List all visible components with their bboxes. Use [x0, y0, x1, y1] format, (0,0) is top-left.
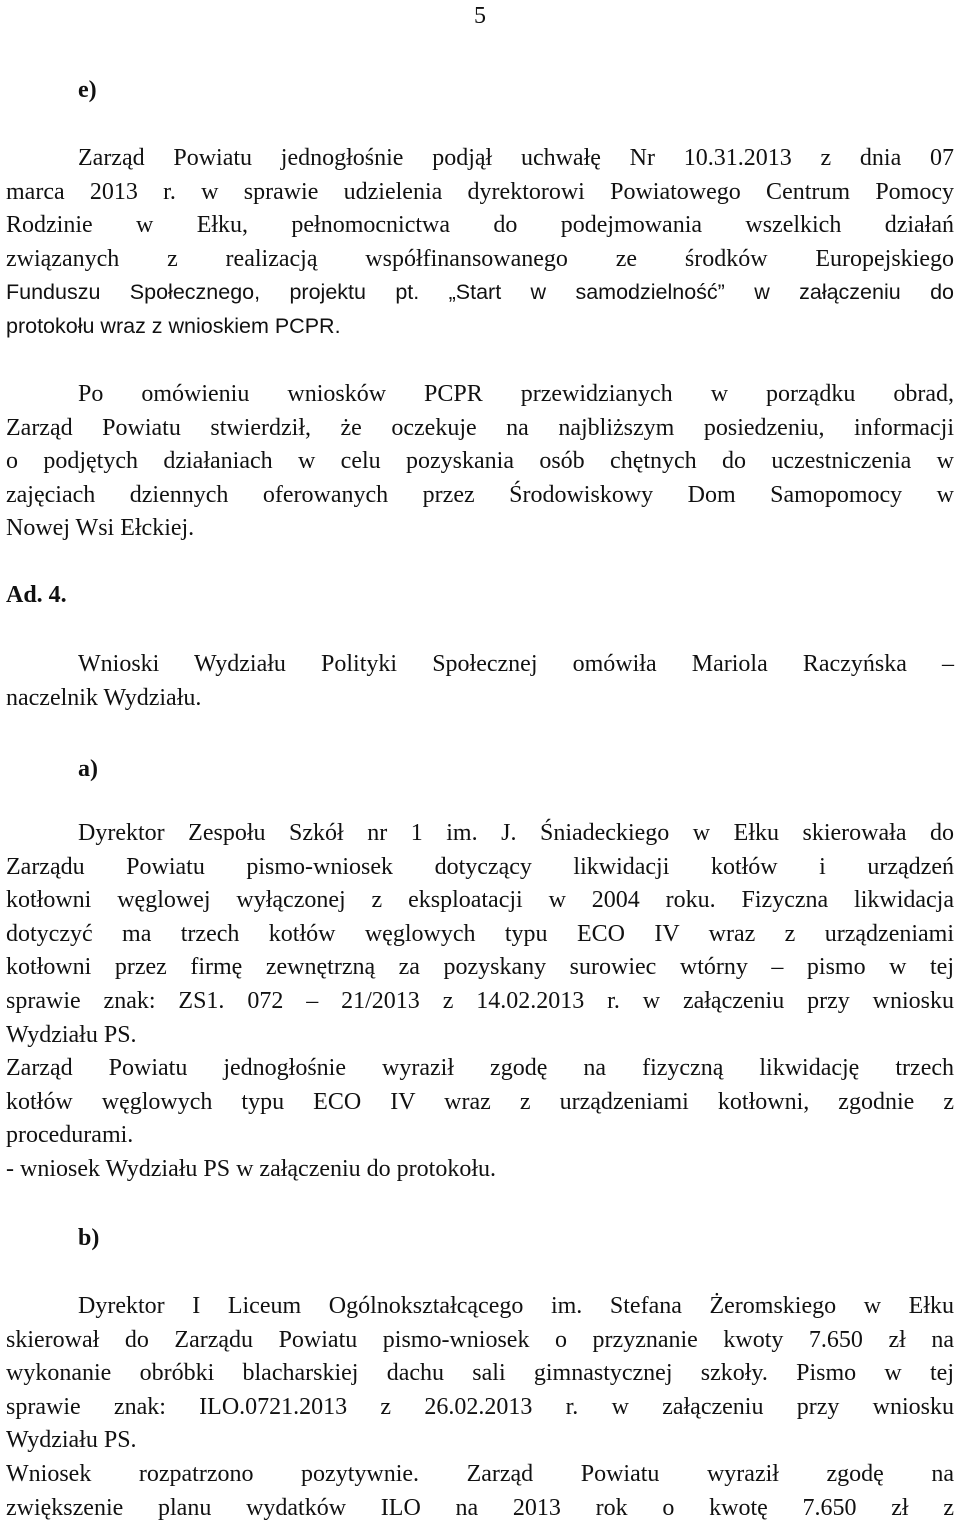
text-line: Po omówieniu wniosków PCPR przewidzianych w porządku obrad, — [78, 381, 954, 407]
text-line: Wnioski Wydziału Polityki Społecznej omówiła Mariola Raczyńska – — [78, 651, 954, 677]
paragraph-e-discussion — [6, 378, 954, 546]
text-line: sprawie znak: ZS1. 072 – 21/2013 z 14.02.2013 r. w załączeniu przy wniosku — [6, 987, 954, 1014]
paragraph-e-resolution — [6, 142, 954, 344]
page-number: 5 — [474, 3, 486, 29]
section-label-e: e) — [78, 77, 97, 103]
text-line: Nowej Wsi Ełckiej. — [6, 515, 195, 542]
text-line: o podjętych działaniach w celu pozyskania osób chętnych do uczestniczenia w — [6, 448, 954, 475]
text-line: Zarząd Powiatu jednogłośnie podjął uchwałę Nr 10.31.2013 z dnia 07 — [78, 145, 954, 171]
paragraph-ad4-intro — [6, 648, 954, 715]
text-line: sprawie znak: ILO.0721.2013 z 26.02.2013 r. w załączeniu przy wniosku — [6, 1393, 954, 1420]
paragraph-b-request — [6, 1290, 954, 1525]
text-line: Rodzinie w Ełku, pełnomocnictwa do podejmowania wszelkich działań — [6, 212, 954, 239]
text-line: Wydziału PS. — [6, 1427, 137, 1454]
section-label-a: a) — [78, 756, 98, 782]
text-line: naczelnik Wydziału. — [6, 684, 202, 711]
text-line: kotłowni przez firmę zewnętrzną za pozyskany surowiec wtórny – pismo w tej — [6, 954, 954, 981]
text-line: Wniosek rozpatrzono pozytywnie. Zarząd Powiatu wyraził zgodę na — [6, 1460, 954, 1487]
text-line: zwiększenie planu wydatków ILO na 2013 rok o kwotę 7.650 zł z — [6, 1494, 954, 1521]
text-line: Zarząd Powiatu jednogłośnie wyraził zgodę na fizyczną likwidację trzech — [6, 1055, 954, 1082]
text-line: Funduszu Społecznego, projektu pt. „Start w samodzielność” w załączeniu do — [6, 280, 954, 305]
text-line: wykonanie obróbki blacharskiej dachu sali gimnastycznej szkoły. Pismo w tej — [6, 1360, 954, 1387]
section-label-b: b) — [78, 1225, 100, 1251]
text-line: Zarządu Powiatu pismo-wniosek dotyczący likwidacji kotłów i urządzeń — [6, 853, 954, 880]
paragraph-a-request — [6, 817, 954, 1187]
text-line: marca 2013 r. w sprawie udzielenia dyrektorowi Powiatowego Centrum Pomocy — [6, 178, 954, 205]
text-line: skierował do Zarządu Powiatu pismo-wniosek o przyznanie kwoty 7.650 zł na — [6, 1326, 954, 1353]
section-heading-ad4: Ad. 4. — [6, 582, 67, 608]
text-line: procedurami. — [6, 1122, 134, 1149]
text-line: dotyczyć ma trzech kotłów węglowych typu ECO IV wraz z urządzeniami — [6, 920, 954, 947]
text-line: zajęciach dziennych oferowanych przez Środowiskowy Dom Samopomocy w — [6, 481, 954, 508]
text-line: protokołu wraz z wnioskiem PCPR. — [6, 313, 341, 338]
text-line: związanych z realizacją współfinansowanego ze środków Europejskiego — [6, 245, 954, 272]
text-line: Dyrektor I Liceum Ogólnokształcącego im. Stefana Żeromskiego w Ełku — [78, 1293, 954, 1319]
attachment-note: - wniosek Wydziału PS w załączeniu do protokołu. — [6, 1155, 497, 1182]
text-line: Zarząd Powiatu stwierdził, że oczekuje na najbliższym posiedzeniu, informacji — [6, 414, 954, 441]
text-line: Dyrektor Zespołu Szkół nr 1 im. J. Śniadeckiego w Ełku skierowała do — [78, 820, 954, 846]
text-line: kotłowni węglowej wyłączonej z eksploatacji w 2004 roku. Fizyczna likwidacja — [6, 887, 954, 914]
text-line: Wydziału PS. — [6, 1021, 137, 1048]
text-line: kotłów węglowych typu ECO IV wraz z urządzeniami kotłowni, zgodnie z — [6, 1088, 954, 1115]
